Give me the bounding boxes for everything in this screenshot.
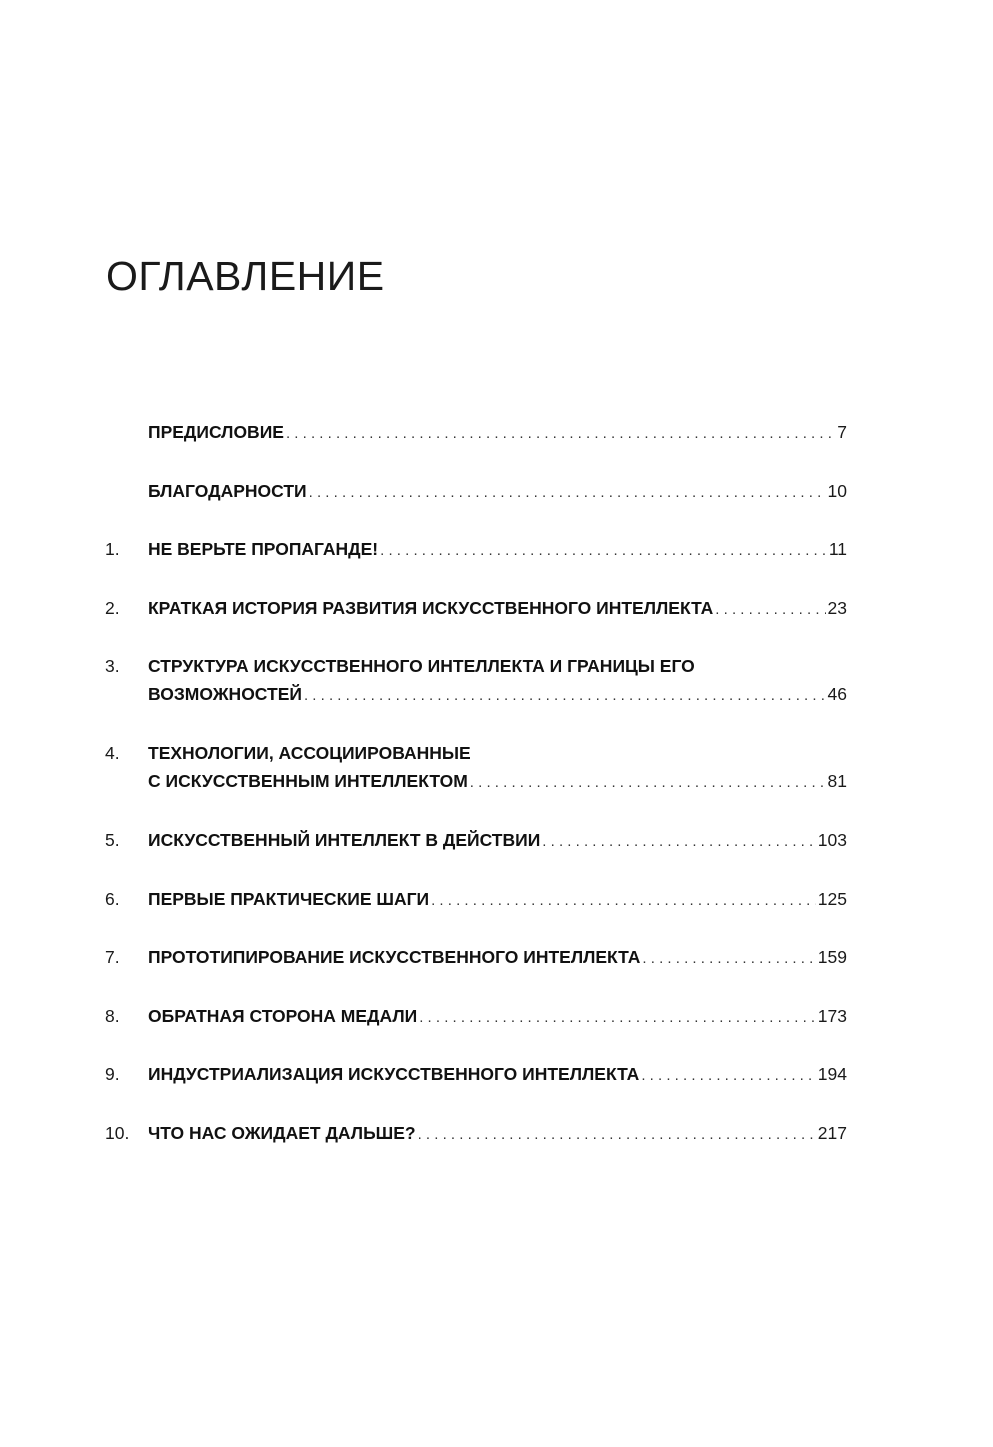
chapter-number: 8. (105, 1005, 120, 1026)
dot-leader (419, 1004, 816, 1032)
dot-leader (431, 887, 816, 915)
chapter-title-line-2[interactable]: С ИСКУССТВЕННЫМ ИНТЕЛЛЕКТОМ (148, 771, 468, 791)
chapter-title[interactable]: ОБРАТНАЯ СТОРОНА МЕДАЛИ (148, 1005, 418, 1026)
page-number: 103 (817, 830, 847, 850)
table-of-contents (105, 418, 847, 1177)
chapter-title[interactable]: ЧТО НАС ОЖИДАЕТ ДАЛЬШЕ? (148, 1122, 416, 1143)
chapter-title[interactable]: НЕ ВЕРЬТЕ ПРОПАГАНДЕ! (148, 539, 379, 559)
chapter-number: 1. (105, 539, 120, 559)
page-title: ОГЛАВЛЕНИЕ (106, 253, 385, 299)
page-number: 81 (827, 771, 847, 791)
dot-leader (309, 479, 826, 507)
dot-leader (641, 1062, 815, 1090)
chapter-number: 10. (105, 1122, 130, 1143)
dot-leader (304, 682, 826, 710)
dot-leader (286, 420, 835, 448)
toc-entry-chapter-8[interactable] (105, 1002, 847, 1032)
chapter-title[interactable]: ПРЕДИСЛОВИЕ (148, 422, 284, 442)
chapter-number: 9. (105, 1064, 120, 1084)
chapter-title[interactable]: БЛАГОДАРНОСТИ (148, 480, 307, 501)
page-number: 173 (817, 1005, 847, 1026)
dot-leader (380, 537, 827, 565)
page-number: 217 (817, 1122, 847, 1143)
page-number: 159 (817, 947, 847, 967)
chapter-title-line-2[interactable]: ВОЗМОЖНОСТЕЙ (148, 684, 302, 704)
page-number: 125 (817, 888, 847, 909)
toc-entry-acknowledgements[interactable] (105, 477, 847, 507)
page-number: 10 (827, 480, 847, 501)
toc-entry-preface[interactable] (105, 418, 847, 448)
chapter-number: 2. (105, 597, 120, 618)
toc-entry-chapter-1[interactable] (105, 535, 847, 565)
chapter-title[interactable]: ПРОТОТИПИРОВАНИЕ ИСКУССТВЕННОГО ИНТЕЛЛЕКТА (148, 947, 641, 967)
chapter-title-line-1[interactable]: ТЕХНОЛОГИИ, АССОЦИИРОВАННЫЕ (148, 743, 471, 763)
chapter-number: 5. (105, 830, 120, 850)
chapter-title-line-1[interactable]: СТРУКТУРА ИСКУССТВЕННОГО ИНТЕЛЛЕКТА И ГРАНИЦЫ ЕГО (148, 656, 695, 676)
toc-entry-chapter-6[interactable] (105, 885, 847, 915)
toc-entry-chapter-9[interactable] (105, 1060, 847, 1090)
page-number: 11 (828, 539, 847, 559)
dot-leader (715, 596, 825, 624)
page-number: 23 (827, 597, 847, 618)
toc-entry-chapter-2[interactable] (105, 594, 847, 624)
dot-leader (542, 828, 816, 856)
page-number: 46 (827, 684, 847, 704)
toc-entry-chapter-7[interactable] (105, 943, 847, 973)
page-number: 7 (837, 422, 847, 442)
dot-leader (642, 945, 815, 973)
toc-entry-chapter-3[interactable] (105, 652, 847, 710)
chapter-title[interactable]: ИНДУСТРИАЛИЗАЦИЯ ИСКУССТВЕННОГО ИНТЕЛЛЕКТА (148, 1064, 640, 1084)
chapter-number: 6. (105, 888, 120, 909)
chapter-title[interactable]: ИСКУССТВЕННЫЙ ИНТЕЛЛЕКТ В ДЕЙСТВИИ (148, 830, 541, 850)
chapter-number: 3. (105, 656, 120, 676)
chapter-number: 4. (105, 743, 120, 763)
chapter-title[interactable]: КРАТКАЯ ИСТОРИЯ РАЗВИТИЯ ИСКУССТВЕННОГО ИНТЕЛЛЕКТА (148, 597, 714, 618)
chapter-number: 7. (105, 947, 120, 967)
dot-leader (470, 769, 826, 797)
page-number: 194 (817, 1064, 847, 1084)
toc-entry-chapter-4[interactable] (105, 739, 847, 797)
toc-entry-chapter-10[interactable] (105, 1119, 847, 1149)
toc-entry-chapter-5[interactable] (105, 826, 847, 856)
chapter-title[interactable]: ПЕРВЫЕ ПРАКТИЧЕСКИЕ ШАГИ (148, 888, 430, 909)
dot-leader (418, 1121, 816, 1149)
